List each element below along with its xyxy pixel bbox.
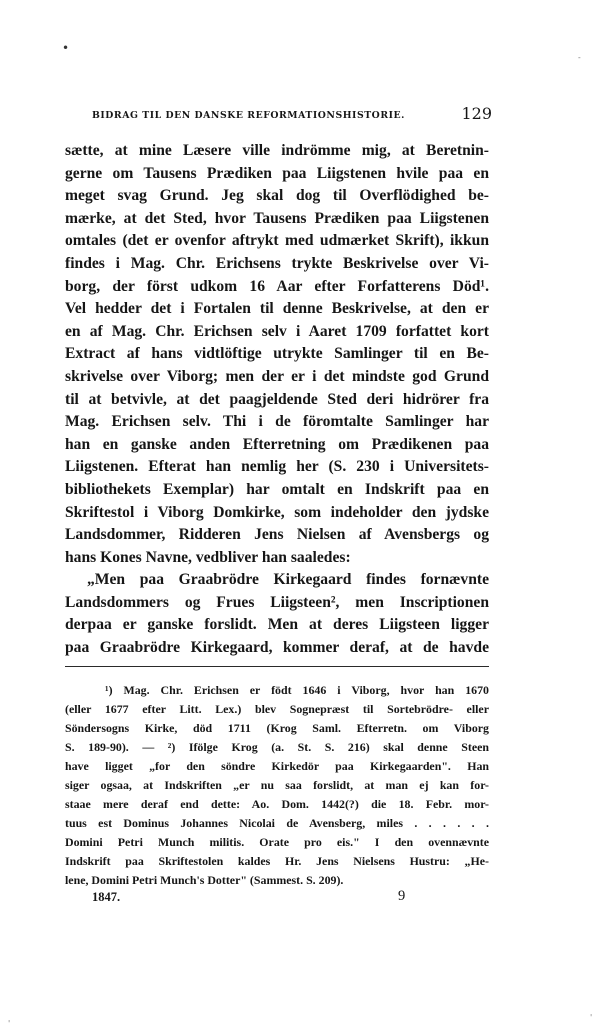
running-title: BIDRAG TIL DEN DANSKE REFORMATIONSHISTORIE.	[92, 110, 405, 121]
text-line: Vel hedder det i Fortalen til denne Beskrivelse, at den er	[65, 300, 489, 318]
footnote-line: tuus est Dominus Johannes Nicolai de Avensberg, miles . . . . . .	[65, 816, 489, 830]
footnote-line: S. 189-90). — ²) Ifölge Krog (a. St. S. 216) skal denne Steen	[65, 740, 489, 754]
footnote-line: siger ogsaa, at Indskriften „er nu saa forslidt, at man ej kan for-	[65, 778, 489, 792]
signature-year: 1847.	[92, 890, 121, 904]
footnote-line: Indskrift paa Skriftestolen kaldes Hr. Jens Nielsens Hustru: „He-	[65, 854, 489, 868]
text-line: Landsdommer, Ridderen Jens Nielsen af Avensbergs og	[65, 526, 489, 544]
text-line: findes i Mag. Chr. Erichsens trykte Beskrivelse over Vi-	[65, 254, 489, 272]
text-line: borg, der först udkom 16 Aar efter Forfatterens Död¹.	[65, 277, 489, 295]
footnotes	[65, 681, 489, 890]
text-line: hans Kones Navne, vedbliver han saaledes:	[65, 548, 351, 566]
page-header	[92, 104, 492, 126]
footnote-line: Domini Petri Munch militis. Orate pro eis." I den ovennævnte	[65, 835, 489, 849]
text-line: til at betvivle, at det paagjeldende Sted deri hidrörer fra	[65, 390, 489, 408]
footnote-line: ¹) Mag. Chr. Erichsen er födt 1646 i Viborg, hvor han 1670	[105, 683, 489, 697]
text-line: Liigstenen. Efterat han nemlig her (S. 230 i Universitets-	[65, 458, 489, 476]
footnote-rule	[65, 666, 489, 667]
text-line: sætte, at mine Læsere ville indrömme mig, at Beretnin-	[65, 142, 489, 159]
text-line: han en ganske anden Efterretning om Prædikenen paa	[65, 435, 489, 453]
quote-line: derpaa er ganske forslidt. Men at deres Liigsteen ligger	[65, 616, 489, 634]
ink-speck: '	[590, 1013, 593, 1022]
text-line: skrivelse over Viborg; men der er i det mindste god Grund	[65, 367, 489, 385]
page-number: 129	[461, 104, 492, 123]
text-line: bibliothekets Exemplar) har omtalt en Indskrift paa en	[65, 480, 489, 498]
footnote-line: lene, Domini Petri Munch's Dotter" (Sammest. S. 209).	[65, 873, 344, 887]
body-text	[65, 140, 489, 660]
text-line: Mag. Erichsen selv. Thi i de föromtalte Samlinger har	[65, 413, 489, 431]
ink-speck: -	[578, 53, 581, 62]
ink-speck: •	[62, 41, 70, 55]
text-line: Skriftestol i Viborg Domkirke, som indeholder den jydske	[65, 503, 489, 521]
quote-line: Landsdommers og Frues Liigsteen², men Inscriptionen	[65, 593, 489, 611]
text-line: en af Mag. Chr. Erichsen selv i Aaret 1709 forfattet kort	[65, 322, 489, 340]
text-line: gerne om Tausens Prædiken paa Liigstenen hvile paa en	[65, 164, 489, 182]
text-line: omtales (det er ovenfor aftrykt med udmærket Skrift), ikkun	[65, 232, 489, 250]
text-line: Extract af hans vidtlöftige utrykte Samlinger til en Be-	[65, 345, 489, 363]
footnote-line: staae mere deraf end dette: Ao. Dom. 1442(?) die 18. Febr. mor-	[65, 797, 489, 811]
signature-mark: 9	[398, 888, 406, 904]
ink-speck: '	[8, 1019, 11, 1028]
text-line: mærke, at det Sted, hvor Tausens Prædiken paa Liigstenen	[65, 209, 489, 227]
quote-line: „Men paa Graabrödre Kirkegaard findes fornævnte	[87, 571, 489, 589]
quote-line: paa Graabrödre Kirkegaard, kommer deraf, at de havde	[65, 639, 489, 657]
text-line: meget svag Grund. Jeg skal dog til Overflödighed be-	[65, 187, 489, 205]
footnote-line: have ligget „for den söndre Kirkedör paa Kirkegaarden". Han	[65, 759, 489, 773]
footnote-line: Söndersogns Kirke, död 1711 (Krog Saml. Efterretn. om Viborg	[65, 721, 489, 735]
footnote-line: (eller 1677 efter Litt. Lex.) blev Sognepræst til Sortebrödre- eller	[65, 702, 489, 716]
